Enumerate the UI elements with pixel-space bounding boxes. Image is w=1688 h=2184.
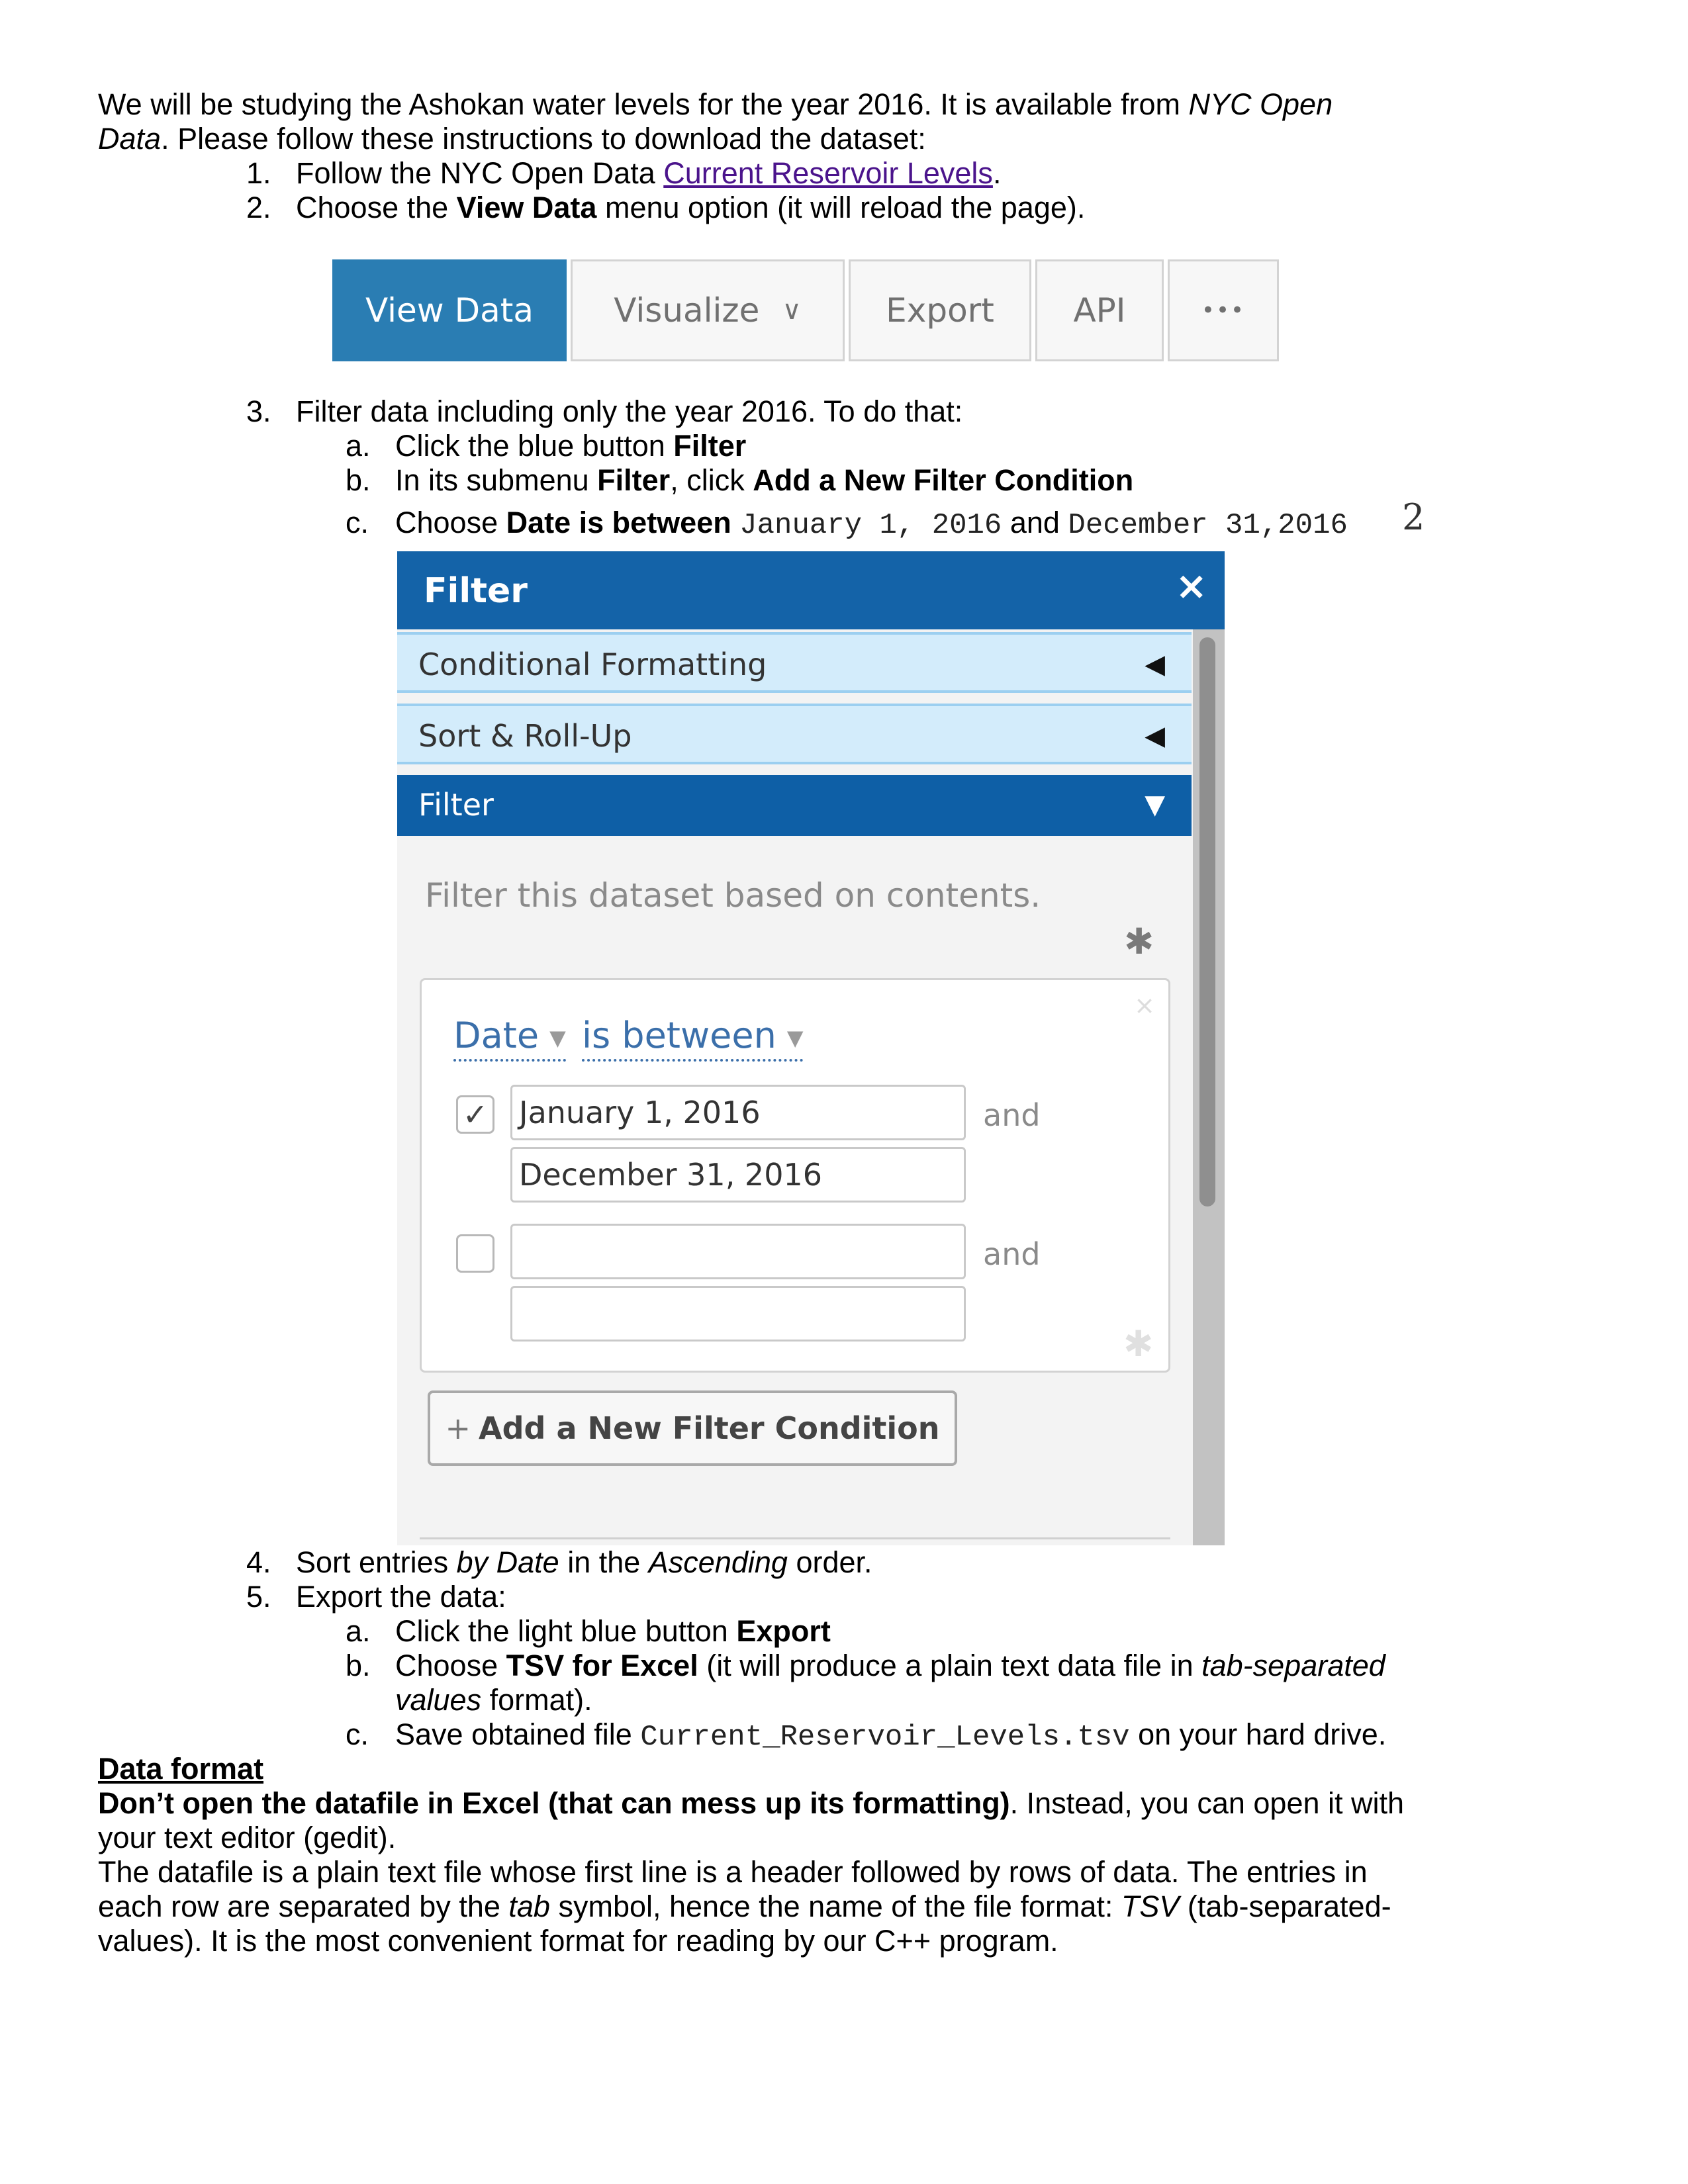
api-button[interactable] bbox=[1035, 259, 1164, 361]
step-text: Choose the bbox=[296, 191, 457, 224]
divider bbox=[420, 1537, 1170, 1539]
intro-emphasis: NYC Open bbox=[1188, 87, 1333, 121]
step-emphasis: Ascending bbox=[648, 1545, 788, 1579]
step-text: (it will produce a plain text data file in bbox=[698, 1649, 1202, 1682]
step-text: format). bbox=[481, 1683, 592, 1717]
step-5a bbox=[395, 1614, 831, 1649]
step-5b-number: b. bbox=[346, 1649, 371, 1682]
step-4 bbox=[296, 1545, 872, 1580]
step-text: In its submenu bbox=[395, 463, 598, 497]
step-text: Save obtained file bbox=[395, 1717, 641, 1751]
intro-emphasis: Data bbox=[98, 122, 162, 156]
more-icon: ••• bbox=[1201, 297, 1246, 324]
start-date-input[interactable]: January 1, 2016 bbox=[510, 1085, 966, 1140]
step-bold: Filter bbox=[597, 463, 671, 497]
step-text: Choose bbox=[395, 506, 506, 539]
caret-down-icon: ▼ bbox=[1145, 790, 1165, 820]
export-button[interactable] bbox=[849, 259, 1031, 361]
gear-icon[interactable]: ✱ bbox=[1124, 921, 1154, 962]
step-text: Sort entries bbox=[296, 1545, 457, 1579]
column-select-value: Date bbox=[453, 1015, 539, 1056]
step-5a-number: a. bbox=[346, 1614, 371, 1648]
step-text: , click bbox=[670, 463, 753, 497]
step-bold: Date is between bbox=[506, 506, 731, 539]
data-format-p2-line3: values). It is the most convenient format for reading by our C++ program. bbox=[98, 1924, 1058, 1958]
visualize-label: Visualize bbox=[614, 291, 760, 330]
accordion-filter[interactable] bbox=[397, 775, 1192, 836]
step-2-number: 2. bbox=[246, 191, 271, 224]
intro-line-2 bbox=[98, 122, 926, 156]
paragraph-emphasis: tab bbox=[508, 1889, 550, 1923]
condition-checkbox-2[interactable] bbox=[456, 1234, 494, 1273]
data-format-p1-line1 bbox=[98, 1786, 1404, 1821]
step-3c-number: c. bbox=[346, 506, 369, 539]
step-5: Export the data: bbox=[296, 1580, 506, 1614]
dataset-toolbar bbox=[332, 259, 1283, 364]
step-3-number: 3. bbox=[246, 394, 271, 428]
and-label: and bbox=[983, 1097, 1041, 1133]
data-format-heading: Data format bbox=[98, 1752, 264, 1786]
warning-bold: Don’t open the datafile in Excel (that can mess up its formatting) bbox=[98, 1786, 1010, 1820]
scrollbar-thumb[interactable] bbox=[1199, 637, 1215, 1206]
step-bold: Filter bbox=[673, 429, 747, 463]
filter-description: Filter this dataset based on contents. bbox=[425, 876, 1041, 915]
caret-left-icon: ◀ bbox=[1145, 721, 1165, 751]
add-filter-condition-button[interactable] bbox=[428, 1390, 957, 1466]
operator-select-value: is between bbox=[582, 1015, 776, 1056]
condition-checkbox-1[interactable]: ✓ bbox=[456, 1095, 494, 1134]
intro-text: We will be studying the Ashokan water levels for the year 2016. It is available from bbox=[98, 87, 1189, 121]
step-code: December 31,2016 bbox=[1068, 509, 1348, 542]
step-5c-number: c. bbox=[346, 1717, 369, 1751]
more-button[interactable] bbox=[1168, 259, 1279, 361]
step-bold: Export bbox=[736, 1614, 831, 1648]
step-text: . bbox=[992, 156, 1002, 190]
step-text: and bbox=[1002, 506, 1068, 539]
remove-condition-icon[interactable]: × bbox=[1134, 991, 1155, 1020]
chevron-down-icon: ∨ bbox=[782, 295, 802, 326]
step-text: on your hard drive. bbox=[1129, 1717, 1387, 1751]
dropdown-caret-icon: ▼ bbox=[549, 1025, 566, 1051]
accordion-conditional-formatting[interactable] bbox=[397, 632, 1192, 693]
data-format-p2-line2 bbox=[98, 1889, 1391, 1924]
step-5b-continued bbox=[395, 1683, 592, 1717]
step-text: Follow the NYC Open Data bbox=[296, 156, 664, 190]
paragraph-text: each row are separated by the bbox=[98, 1889, 509, 1923]
column-select[interactable] bbox=[453, 1015, 566, 1062]
step-emphasis: tab-separated bbox=[1201, 1649, 1385, 1682]
filter-condition-box bbox=[420, 978, 1170, 1373]
step-text: Click the blue button bbox=[395, 429, 674, 463]
step-1-number: 1. bbox=[246, 156, 271, 190]
step-3a-number: a. bbox=[346, 429, 371, 463]
close-icon[interactable]: × bbox=[1175, 563, 1207, 608]
view-data-button[interactable] bbox=[332, 259, 567, 361]
paragraph-text: . Instead, you can open it with bbox=[1009, 1786, 1405, 1820]
filter-panel-title: Filter bbox=[424, 571, 528, 611]
step-bold: Add a New Filter Condition bbox=[753, 463, 1134, 497]
empty-value-input-2[interactable] bbox=[510, 1286, 966, 1342]
intro-line-1 bbox=[98, 87, 1333, 122]
export-label: Export bbox=[886, 291, 994, 330]
step-text: menu option (it will reload the page). bbox=[596, 191, 1086, 224]
step-5b bbox=[395, 1649, 1385, 1683]
step-5-number: 5. bbox=[246, 1580, 271, 1614]
intro-text: . Please follow these instructions to download the dataset: bbox=[161, 122, 926, 156]
step-3a bbox=[395, 429, 746, 463]
plus-icon: + bbox=[445, 1410, 471, 1446]
step-3: Filter data including only the year 2016. To do that: bbox=[296, 394, 963, 428]
step-text: Choose bbox=[395, 1649, 506, 1682]
step-1 bbox=[296, 156, 1001, 191]
paragraph-emphasis: TSV bbox=[1121, 1889, 1180, 1923]
gear-icon[interactable]: ✱ bbox=[1123, 1323, 1154, 1365]
accordion-label: Filter bbox=[418, 787, 494, 823]
view-data-label: View Data bbox=[365, 291, 534, 330]
accordion-sort-rollup[interactable] bbox=[397, 704, 1192, 764]
accordion-label: Conditional Formatting bbox=[418, 647, 767, 682]
data-format-p2-line1: The datafile is a plain text file whose first line is a header followed by rows of data. The entries in bbox=[98, 1855, 1368, 1889]
step-5c bbox=[395, 1717, 1386, 1754]
step-emphasis: values bbox=[395, 1683, 482, 1717]
step-3b-number: b. bbox=[346, 463, 371, 497]
dropdown-caret-icon: ▼ bbox=[786, 1025, 804, 1051]
and-label: and bbox=[983, 1236, 1041, 1272]
caret-left-icon: ◀ bbox=[1145, 649, 1165, 680]
end-date-input[interactable]: December 31, 2016 bbox=[510, 1147, 966, 1203]
visualize-button[interactable] bbox=[571, 259, 845, 361]
current-reservoir-levels-link[interactable]: Current Reservoir Levels bbox=[663, 156, 993, 190]
footnote-marker: 2 bbox=[1402, 496, 1425, 538]
add-filter-condition-label: Add a New Filter Condition bbox=[479, 1410, 940, 1446]
step-code: Current_Reservoir_Levels.tsv bbox=[640, 1721, 1130, 1754]
step-4-number: 4. bbox=[246, 1545, 271, 1579]
step-text: order. bbox=[787, 1545, 872, 1579]
step-3b bbox=[395, 463, 1133, 498]
filter-panel bbox=[397, 551, 1225, 1545]
paragraph-text: symbol, hence the name of the file format: bbox=[549, 1889, 1121, 1923]
step-text: Click the light blue button bbox=[395, 1614, 737, 1648]
data-format-p1-line2: your text editor (gedit). bbox=[98, 1821, 397, 1854]
step-bold: View Data bbox=[456, 191, 597, 224]
step-3c bbox=[395, 506, 1348, 543]
step-2 bbox=[296, 191, 1085, 225]
filter-panel-header bbox=[397, 551, 1225, 629]
api-label: API bbox=[1073, 291, 1126, 330]
empty-value-input-1[interactable] bbox=[510, 1224, 966, 1279]
paragraph-text: (tab-separated- bbox=[1179, 1889, 1391, 1923]
step-emphasis: by Date bbox=[456, 1545, 559, 1579]
operator-select[interactable] bbox=[582, 1015, 803, 1062]
step-bold: TSV for Excel bbox=[506, 1649, 698, 1682]
step-code: January 1, 2016 bbox=[739, 509, 1002, 542]
accordion-label: Sort & Roll-Up bbox=[418, 718, 632, 754]
step-text: in the bbox=[559, 1545, 649, 1579]
